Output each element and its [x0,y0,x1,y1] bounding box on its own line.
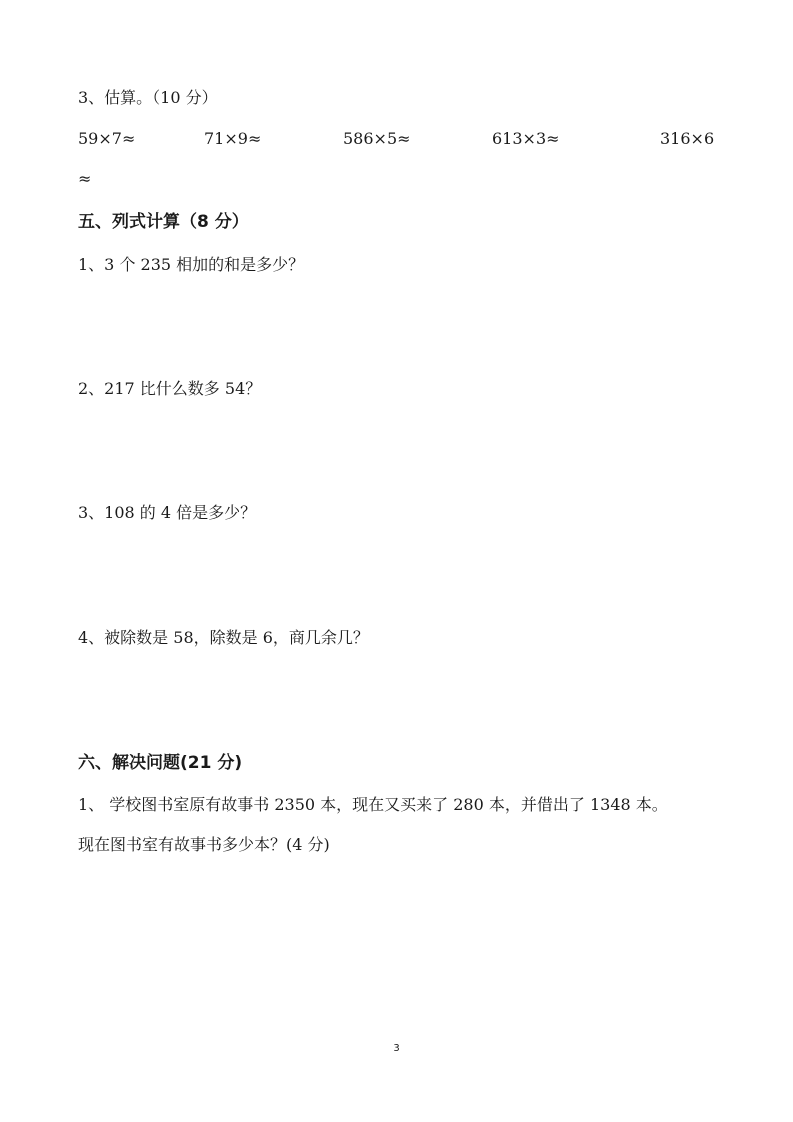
estimate-overflow: ≈ [78,169,92,188]
section6-question-1-line-2: 现在图书室有故事书多少本？(4 分) [78,835,330,854]
section5-heading: 五、列式计算（8 分） [78,212,249,232]
estimate-item-3: 586×5≈ [343,129,411,148]
estimate-item-5: 316×6 [660,129,715,148]
estimate-item-4: 613×3≈ [492,129,560,148]
section5-question-4: 4、被除数是 58，除数是 6，商几余几？ [78,628,369,647]
estimate-title: 3、估算。（10 分） [78,88,218,107]
section6-question-1-line-1: 1、 学校图书室原有故事书 2350 本，现在又买来了 280 本，并借出了 1348 本。 [78,795,668,814]
section5-question-3: 3、108 的 4 倍是多少？ [78,503,257,522]
estimate-item-1: 59×7≈ [78,129,136,148]
section5-question-1: 1、3 个 235 相加的和是多少？ [78,255,305,274]
page-number: 3 [393,1043,400,1054]
section6-heading: 六、解决问题(21 分) [78,753,243,773]
estimate-item-2: 71×9≈ [204,129,262,148]
section5-question-2: 2、217 比什么数多 54？ [78,379,262,398]
